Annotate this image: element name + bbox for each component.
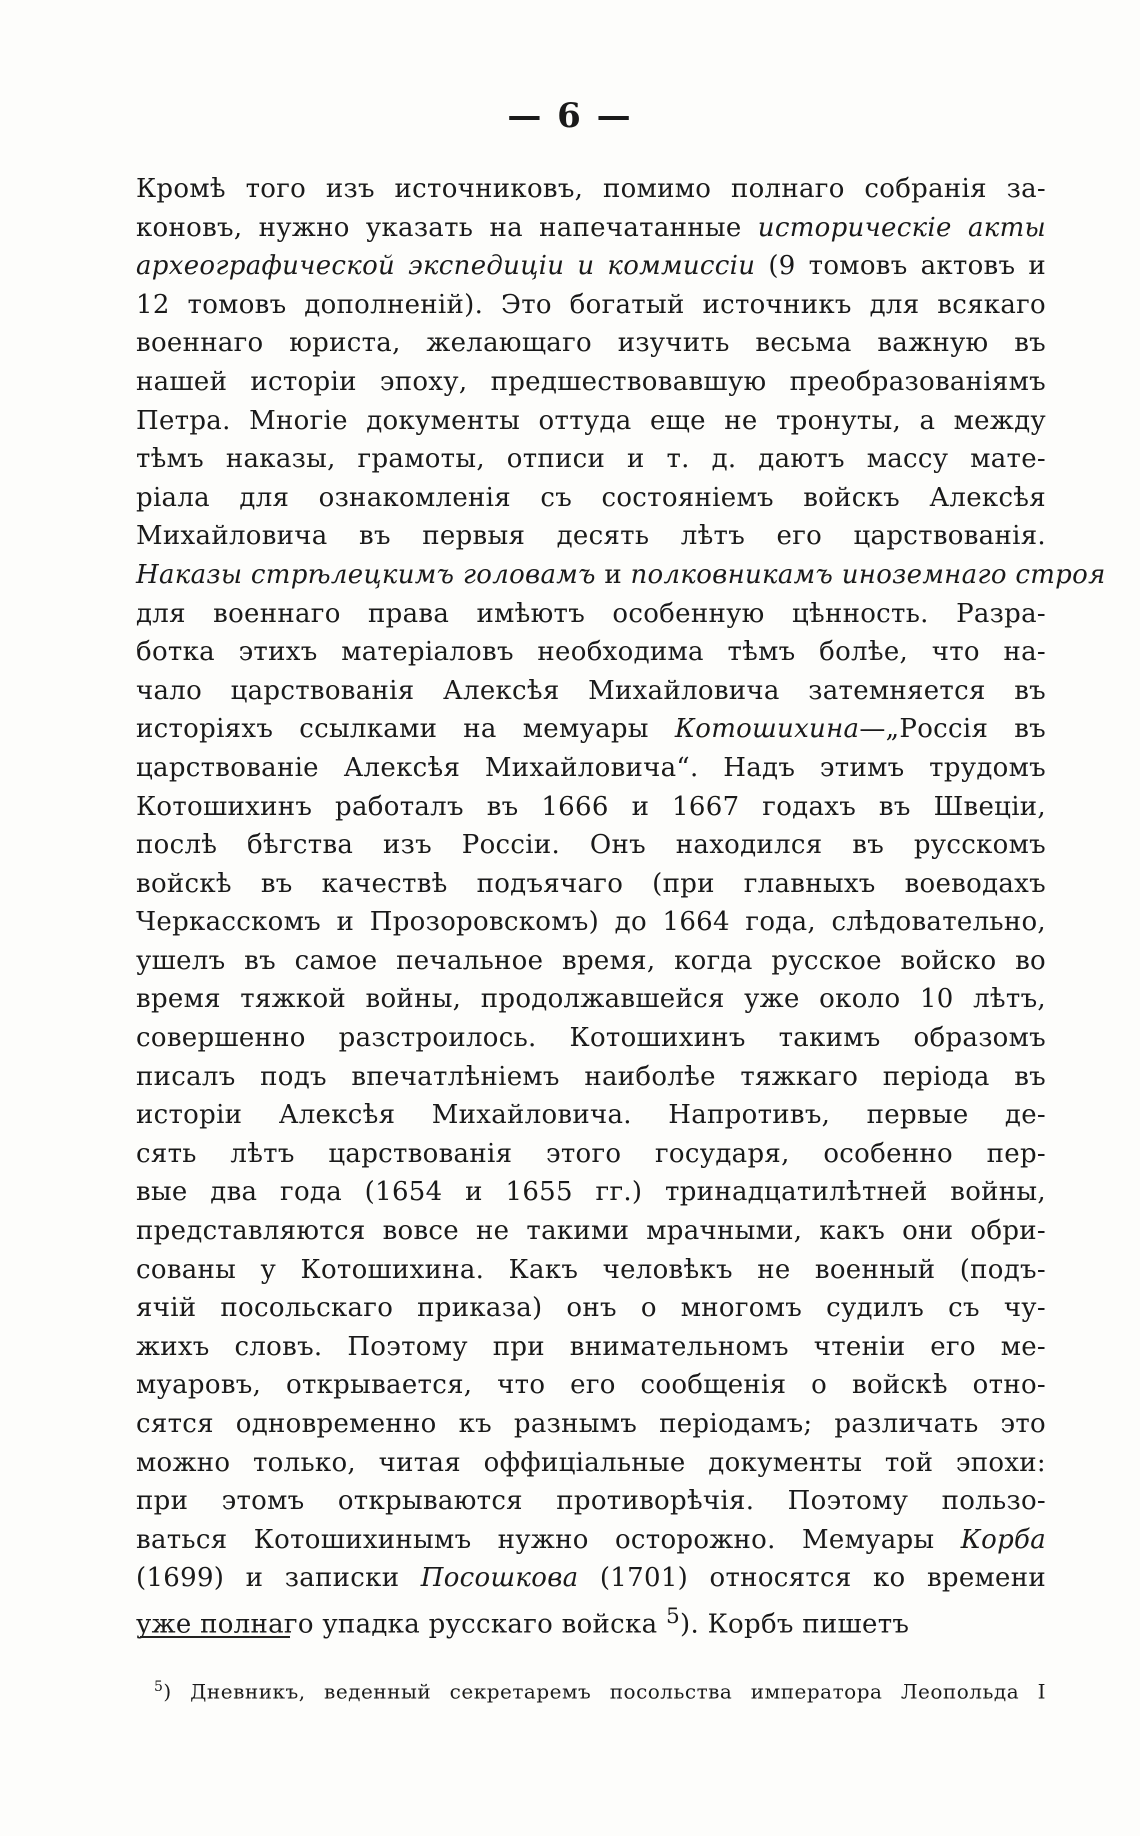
text-line — [136, 1058, 1046, 1097]
italic-text: археографической экспедиціи и коммиссіи — [136, 251, 756, 282]
text-run: время тяжкой войны, продолжавшейся уже около 10 лѣтъ, — [136, 984, 1046, 1015]
text-run: послѣ бѣгства изъ Россіи. Онъ находился въ русскомъ — [136, 830, 1046, 861]
text-run: военнаго юриста, желающаго изучить весьма важную въ — [136, 328, 1046, 359]
text-run: царствованіе Алексѣя Михайловича“. Надъ этимъ трудомъ — [136, 752, 1046, 783]
footnote-reference: 5 — [665, 1603, 681, 1629]
text-line — [136, 1482, 1046, 1521]
text-run: ваться Котошихинымъ нужно осторожно. Мемуары — [136, 1524, 961, 1555]
text-run: ботка этихъ матеріаловъ необходима тѣмъ болѣе, что на- — [136, 637, 1046, 668]
text-run: Петра. Многіе документы оттуда еще не тронуты, а между — [136, 405, 1046, 436]
text-line — [136, 1328, 1046, 1367]
italic-text: Котошихина — [674, 714, 860, 745]
text-line — [136, 324, 1046, 363]
text-line — [136, 826, 1046, 865]
footnote-separator-rule — [140, 1636, 290, 1638]
text-run: для военнаго права имѣютъ особенную цѣнность. Разра- — [136, 598, 1046, 629]
footnote — [154, 1672, 1046, 1707]
text-line — [136, 595, 1046, 634]
text-line — [136, 1096, 1046, 1135]
text-run: чало царствованія Алексѣя Михайловича затемняется въ — [136, 675, 1046, 706]
text-run: 12 томовъ дополненій). Это богатый источникъ для всякаго — [136, 289, 1046, 320]
text-run: и — [595, 559, 631, 590]
page-number: — 6 — — [507, 96, 633, 136]
text-line — [136, 170, 1046, 209]
text-line — [136, 710, 1046, 749]
text-run: при этомъ открываются противорѣчія. Поэтому пользо- — [136, 1486, 1046, 1517]
text-line — [136, 1173, 1046, 1212]
text-line — [136, 903, 1046, 942]
text-run: совершенно разстроилось. Котошихинъ такимъ образомъ — [136, 1023, 1046, 1054]
text-run: можно только, читая оффиціальные документы той эпохи: — [136, 1447, 1046, 1478]
text-run: (9 томовъ актовъ и — [755, 251, 1046, 282]
text-line — [136, 1135, 1046, 1174]
text-run: нашей исторіи эпоху, предшествовавшую преобразованіямъ — [136, 366, 1046, 397]
text-line — [136, 672, 1046, 711]
text-line — [136, 1251, 1046, 1290]
text-run: коновъ, нужно указать на напечатанные — [136, 212, 758, 243]
text-run: жихъ словъ. Поэтому при внимательномъ чтеніи его ме- — [136, 1331, 1046, 1362]
text-line — [136, 209, 1046, 248]
text-line — [136, 363, 1046, 402]
italic-text: полковникамъ иноземнаго строя — [630, 559, 1106, 590]
italic-text: историческіе акты — [757, 212, 1047, 243]
text-run: Котошихинъ работалъ въ 1666 и 1667 годахъ въ Швеціи, — [136, 791, 1046, 822]
text-line — [136, 1598, 1046, 1640]
text-run: сять лѣтъ царствованія этого государя, особенно пер- — [136, 1138, 1046, 1169]
text-line — [136, 980, 1046, 1019]
text-line — [136, 1019, 1046, 1058]
italic-text: Посошкова — [420, 1563, 579, 1594]
text-run: исторіяхъ ссылками на мемуары — [136, 714, 675, 745]
footnote-text: ) Дневникъ, веденный секретаремъ посольства императора Леопольда I — [163, 1679, 1046, 1704]
text-run: писалъ подъ впечатлѣніемъ наиболѣе тяжкаго періода въ — [136, 1061, 1046, 1092]
text-run: войскѣ въ качествѣ подъячаго (при главныхъ воеводахъ — [136, 868, 1046, 899]
text-run: Кромѣ того изъ источниковъ, помимо полнаго собранія за- — [136, 174, 1046, 204]
text-run: представляются вовсе не такими мрачными, какъ они обри- — [136, 1216, 1046, 1247]
text-line — [136, 247, 1046, 286]
text-line — [136, 633, 1046, 672]
text-line — [136, 1521, 1046, 1560]
text-run: муаровъ, открывается, что его сообщенія о войскѣ отно- — [136, 1370, 1046, 1401]
footnote-marker: 5 — [154, 1679, 164, 1695]
text-run: (1699) и записки — [136, 1563, 421, 1594]
text-line — [136, 1559, 1046, 1598]
text-line — [136, 1289, 1046, 1328]
text-line — [136, 749, 1046, 788]
text-run: —„Россія въ — [859, 714, 1046, 745]
text-line — [136, 479, 1046, 518]
italic-text: Корба — [960, 1524, 1046, 1555]
text-run: вые два года (1654 и 1655 гг.) тринадцатилѣтней войны, — [136, 1177, 1046, 1208]
text-run: уже полнаго упадка русскаго войска — [136, 1609, 666, 1640]
text-run: исторіи Алексѣя Михайловича. Напротивъ, первые де- — [136, 1100, 1046, 1131]
italic-text: Наказы стрѣлецкимъ головамъ — [136, 559, 596, 590]
text-run: сятся одновременно къ разнымъ періодамъ; различать это — [136, 1409, 1046, 1439]
text-run: тѣмъ наказы, грамоты, отписи и т. д. даютъ массу мате- — [136, 444, 1046, 475]
text-run: ушелъ въ самое печальное время, когда русское войско во — [136, 945, 1046, 976]
text-line — [136, 1366, 1046, 1405]
text-run: ). Корбъ пишетъ — [680, 1609, 910, 1640]
text-run: сованы у Котошихина. Какъ человѣкъ не военный (подъ- — [136, 1254, 1046, 1285]
text-line — [136, 1444, 1046, 1483]
text-line — [136, 865, 1046, 904]
text-line — [136, 286, 1046, 325]
text-line — [136, 1405, 1046, 1444]
text-run: ячій посольскаго приказа) онъ о многомъ судилъ съ чу- — [136, 1293, 1046, 1324]
text-run: (1701) относятся ко времени — [578, 1563, 1046, 1594]
text-line — [136, 788, 1046, 827]
text-line — [136, 402, 1046, 441]
text-run: ріала для ознакомленія съ состояніемъ войскъ Алексѣя — [136, 482, 1046, 513]
text-run: Черкасскомъ и Прозоровскомъ) до 1664 года, слѣдовательно, — [136, 907, 1046, 938]
text-line — [136, 1212, 1046, 1251]
text-run: Михайловича въ первыя десять лѣтъ его царствованія. — [136, 521, 1046, 552]
main-text-block — [136, 170, 1106, 1640]
text-line — [136, 440, 1046, 479]
text-line — [136, 556, 1106, 595]
text-line — [136, 517, 1046, 556]
text-line — [136, 942, 1046, 981]
